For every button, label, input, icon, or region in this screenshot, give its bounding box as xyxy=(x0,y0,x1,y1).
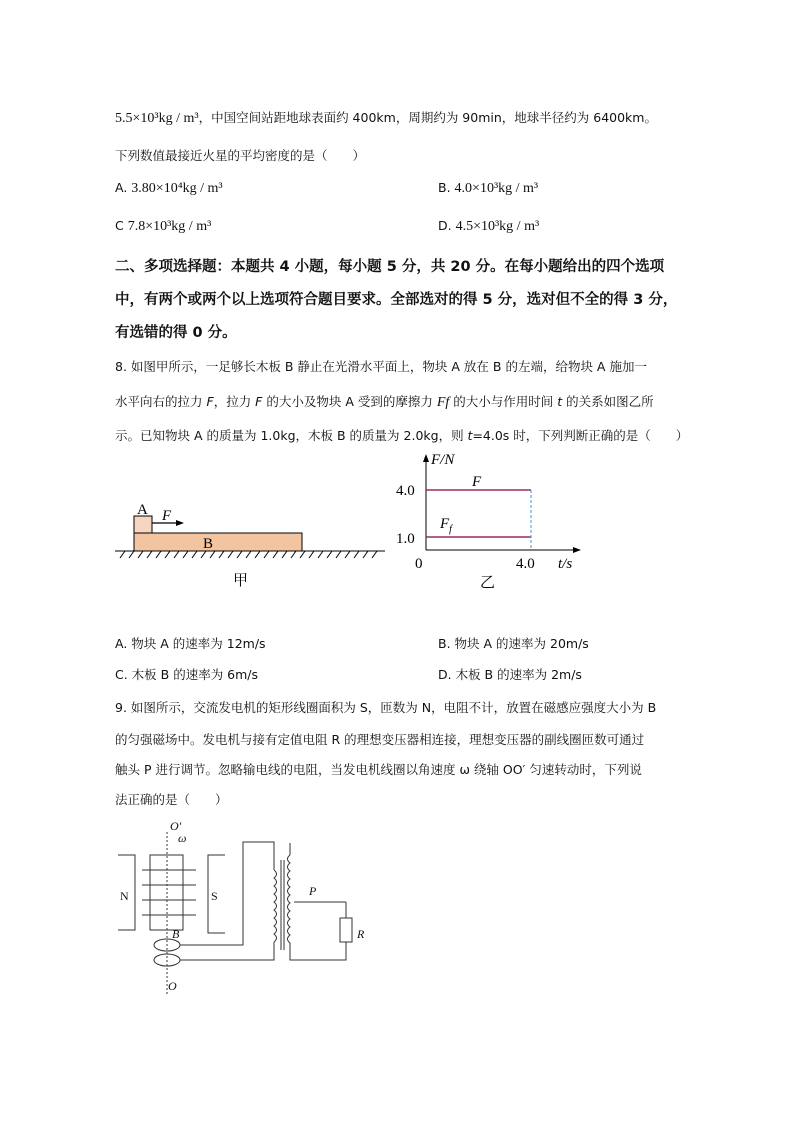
option-value: 4.5×10³kg / m³ xyxy=(455,219,540,234)
generator-diagram xyxy=(100,810,380,1000)
figure-jia xyxy=(115,502,385,589)
q8-option-a[interactable]: A. 物块 A 的速率为 12m/s xyxy=(115,636,266,651)
label-f: F xyxy=(162,508,172,524)
option-label: B. xyxy=(438,180,451,195)
x-arrow-icon xyxy=(573,547,581,553)
arrow-head-icon xyxy=(176,520,184,526)
caption-yi: 乙 xyxy=(480,575,496,591)
y-tick-1: 1.0 xyxy=(396,531,415,547)
var-f: F xyxy=(206,394,214,409)
section-heading-1: 二、多项选择题：本题共 4 小题，每小题 5 分，共 20 分。在每小题给出的四个选项 xyxy=(115,259,665,275)
q7-option-d[interactable] xyxy=(438,218,539,235)
y-axis-label: F/N xyxy=(431,452,455,468)
q8-option-c[interactable]: C. 木板 B 的速率为 6m/s xyxy=(115,667,259,682)
label-o-prime: O′ xyxy=(170,819,182,833)
option-value: 4.0×10³kg / m³ xyxy=(454,181,539,196)
label-b: B xyxy=(172,927,180,941)
label-p: P xyxy=(309,884,317,898)
slider-wire xyxy=(294,902,346,918)
x-tick-4: 4.0 xyxy=(516,556,535,572)
q7-line1 xyxy=(115,108,657,127)
option-label: A. xyxy=(115,180,128,195)
label-a: A xyxy=(137,502,148,518)
option-label: D. xyxy=(438,218,452,233)
text: 的大小及物块 A 受到的摩擦力 xyxy=(262,394,437,409)
label-omega: ω xyxy=(178,831,187,845)
q9-line3: 触头 P 进行调节。忽略输电线的电阻，当发电机线圈以角速度 ω 绕轴 OO′ 匀速转动时，下列说 xyxy=(115,762,642,777)
text: ，拉力 xyxy=(213,394,256,409)
q8-line1: 8. 如图甲所示，一足够长木板 B 静止在光滑水平面上，物块 A 放在 B 的左端，给物块 A 施加一 xyxy=(115,359,647,374)
q9-line1: 9. 如图所示，交流发电机的矩形线圈面积为 S，匝数为 N，电阻不计，放置在磁感应强度大小为 B xyxy=(115,700,657,715)
q9-line4: 法正确的是（ ） xyxy=(115,792,228,807)
q8-line2 xyxy=(115,392,654,411)
q8-option-b[interactable]: B. 物块 A 的速率为 20m/s xyxy=(438,636,589,651)
label-r: R xyxy=(357,927,365,941)
text: 的大小与作用时间 xyxy=(449,394,558,409)
transformer-core xyxy=(281,860,284,950)
origin-label: 0 xyxy=(415,556,423,572)
line-F-label: F xyxy=(472,474,482,490)
label-o: O xyxy=(168,979,177,993)
line-Ff-label xyxy=(439,516,453,535)
text: 示。已知物块 A 的质量为 1.0kg，木板 B 的质量为 2.0kg，则 xyxy=(115,428,468,443)
label-b: B xyxy=(203,536,214,552)
y-arrow-icon xyxy=(423,454,429,462)
q8-figures xyxy=(100,450,600,600)
x-axis-label: t/s xyxy=(558,556,573,572)
var-f: F xyxy=(255,394,263,409)
primary-wires xyxy=(180,842,274,960)
section-heading-3: 有选错的得 0 分。 xyxy=(115,325,237,341)
earth-density: 5.5×10³kg / m³ xyxy=(115,111,199,126)
ff-sub: f xyxy=(449,524,452,535)
q7-stem: 下列数值最接近火星的平均密度的是（ ） xyxy=(115,148,366,163)
q8-option-d[interactable]: D. 木板 B 的速率为 2m/s xyxy=(438,667,582,682)
text: 的关系如图乙所 xyxy=(562,394,654,409)
primary-coil xyxy=(274,870,277,942)
q8-line3 xyxy=(115,426,688,444)
var-ff: Ff xyxy=(436,395,450,410)
var-t: t xyxy=(467,428,473,443)
caption-jia: 甲 xyxy=(233,573,249,589)
section-heading-2: 中，有两个或两个以上选项符合题目要求。全部选对的得 5 分，选对但不全的得 3 分， xyxy=(115,292,678,308)
label-s: S xyxy=(211,889,218,903)
q7-option-b[interactable] xyxy=(438,180,538,197)
figure-yi-graph xyxy=(396,452,581,591)
q7-option-a[interactable] xyxy=(115,180,223,197)
option-label: C xyxy=(115,218,124,233)
label-n: N xyxy=(120,889,129,903)
text: 水平向右的拉力 xyxy=(115,394,207,409)
q7-text: ，中国空间站距地球表面约 400km，周期约为 90min，地球半径约为 6400km。 xyxy=(198,110,657,125)
board-b xyxy=(134,533,302,551)
ff-main: F xyxy=(440,516,450,532)
q7-option-c[interactable] xyxy=(115,218,211,235)
q9-line2: 的匀强磁场中。发电机与接有定值电阻 R 的理想变压器相连接，理想变压器的副线圈匝数可通过 xyxy=(115,732,645,747)
ground-hatch xyxy=(120,551,377,558)
resistor-r xyxy=(340,918,352,942)
y-tick-4: 4.0 xyxy=(396,483,415,499)
block-a xyxy=(134,516,152,533)
option-value: 3.80×10⁴kg / m³ xyxy=(131,181,223,196)
text: =4.0s 时，下列判断正确的是（ ） xyxy=(472,428,689,443)
option-value: 7.8×10³kg / m³ xyxy=(127,219,212,234)
var-t: t xyxy=(557,394,563,409)
